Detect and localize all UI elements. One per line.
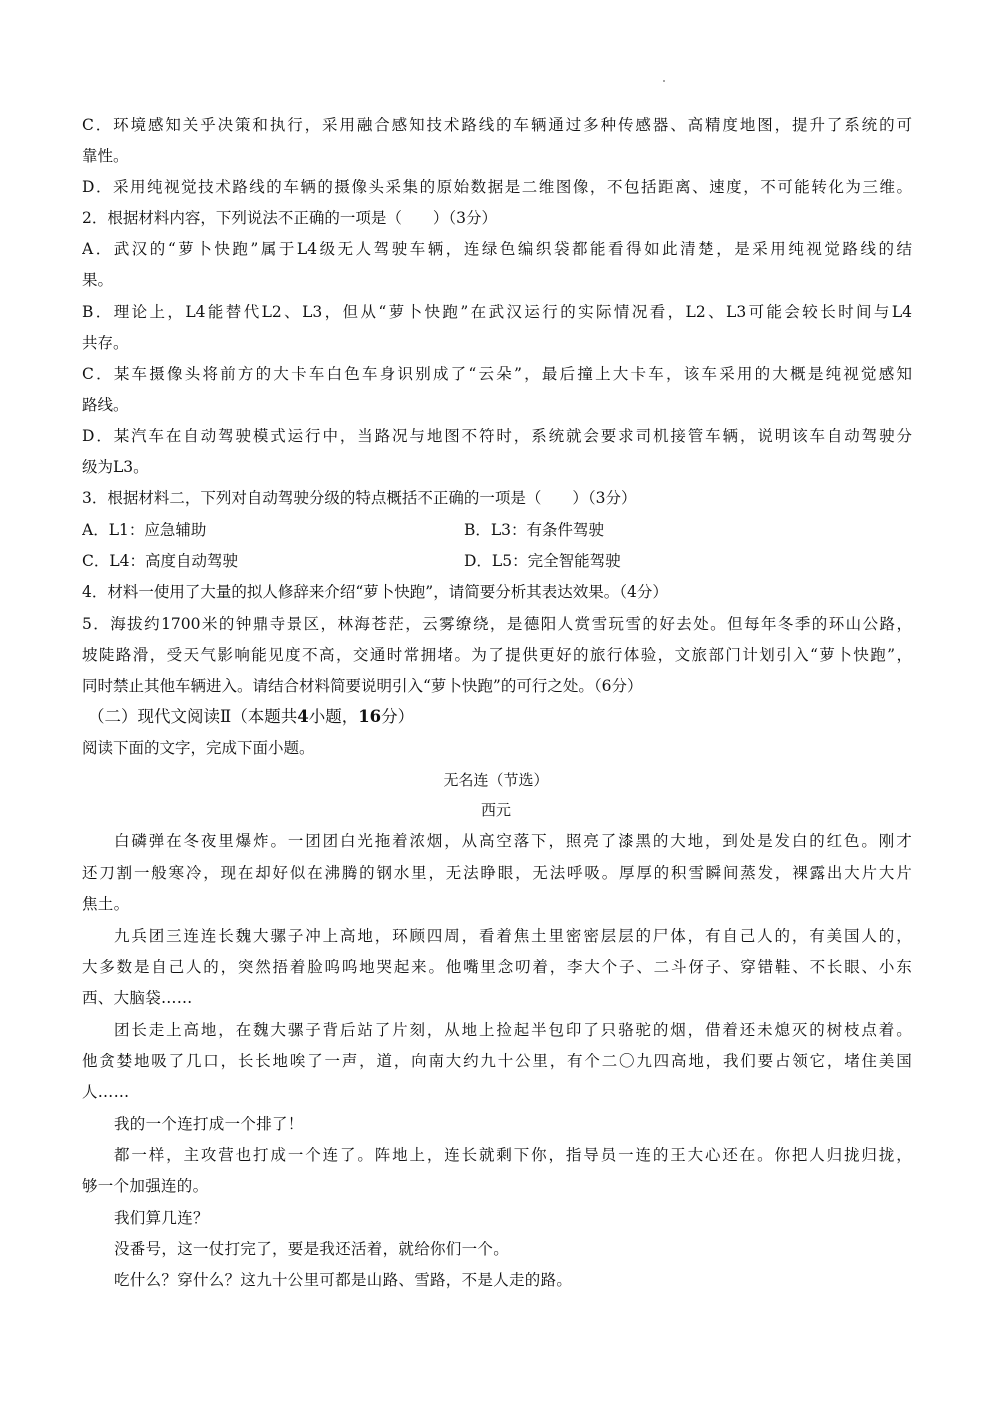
section-suffix: 分） [381,707,415,726]
story-p3-line1: 团长走上高地，在魏大骡子背后站了片刻，从地上捡起半包印了只骆驼的烟，借着还未熄灭的树枝点着。 [114,1021,912,1039]
story-p3-line2: 他贪婪地吸了几口，长长地唉了一声，道，向南大约九十公里，有个二〇九四高地，我们要占领它，堵住美国 [82,1052,912,1070]
q2-stem: 2．根据材料内容，下列说法不正确的一项是（ ）（3分） [82,209,497,227]
q1-option-d: D．采用纯视觉技术路线的车辆的摄像头采集的原始数据是二维图像，不包括距离、速度，不可能转化为三维。 [82,178,912,196]
q3-stem: 3．根据材料二，下列对自动驾驶分级的特点概括不正确的一项是（ ）（3分） [82,489,637,507]
story-p2-line1: 九兵团三连连长魏大骡子冲上高地，环顾四周，看着焦土里密密层层的尸体，有自己人的，有美国人的， [114,927,912,945]
q2-option-b-line1: B．理论上，L4能替代L2、L3，但从“萝卜快跑”在武汉运行的实际情况看，L2、L3可能会较长时间与L4 [82,303,912,321]
q4: 4．材料一使用了大量的拟人修辞来介绍“萝卜快跑”，请简要分析其表达效果。（4分） [82,583,668,601]
q3-option-b: B．L3：有条件驾驶 [464,521,605,539]
q2-option-d-line1: D．某汽车在自动驾驶模式运行中，当路况与地图不符时，系统就会要求司机接管车辆，说明该车自动驾驶分 [82,427,912,445]
q2-option-b-line2: 共存。 [82,334,129,352]
story-p2-line3: 西、大脑袋…… [82,989,193,1007]
story-p2-line2: 大多数是自己人的，突然捂着脸呜呜地哭起来。他嘴里念叨着，李大个子、二斗伢子、穿错鞋、不长眼、小东 [82,958,912,976]
section-prefix: （二）现代文阅读Ⅱ（本题共 [88,707,298,726]
story-title: 无名连（节选） [443,771,549,789]
q3-option-a: A．L1：应急辅助 [82,521,207,539]
q3-option-c: C．L4：高度自动驾驶 [82,552,239,570]
q2-option-a-line2: 果。 [82,271,114,289]
story-p5-line1: 都一样，主攻营也打成一个连了。阵地上，连长就剩下你，指导员一连的王大心还在。你把人归拢归拢， [114,1146,912,1164]
q1-option-c-line2: 靠性。 [82,147,129,165]
story-p1-line1: 白磷弹在冬夜里爆炸。一团团白光拖着浓烟，从高空落下，照亮了漆黑的大地，到处是发白的红色。刚才 [114,832,912,850]
q5-line1: 5．海拔约1700米的钟鼎寺景区，林海苍茫，云雾缭绕，是德阳人赏雪玩雪的好去处。但每年冬季的环山公路， [82,615,912,633]
q5-line3: 同时禁止其他车辆进入。请结合材料简要说明引入“萝卜快跑”的可行之处。（6分） [82,677,643,695]
section-score: 16 [358,707,382,726]
q2-option-d-line2: 级为L3。 [82,458,149,476]
story-p8: 吃什么？穿什么？这九十公里可都是山路、雪路，不是人走的路。 [114,1271,573,1289]
q2-option-a-line1: A．武汉的“萝卜快跑”属于L4级无人驾驶车辆，连绿色编织袋都能看得如此清楚，是采用纯视觉路线的结 [82,240,912,258]
story-p7: 没番号，这一仗打完了，要是我还活着，就给你们一个。 [114,1240,510,1258]
q2-option-c-line2: 路线。 [82,396,129,414]
reading-instruction: 阅读下面的文字，完成下面小题。 [82,739,315,757]
q5-line2: 坡陡路滑，受天气影响能见度不高，交通时常拥堵。为了提供更好的旅行体验，文旅部门计划引入“萝卜快跑”， [82,646,912,664]
q2-option-c-line1: C．某车摄像头将前方的大卡车白色车身识别成了“云朵”，最后撞上大卡车，该车采用的大概是纯视觉感知 [82,365,912,383]
q3-option-d: D．L5：完全智能驾驶 [464,552,621,570]
section-mid: 小题， [308,707,359,726]
story-p4: 我的一个连打成一个排了！ [114,1115,304,1133]
story-p5-line2: 够一个加强连的。 [82,1177,209,1195]
q1-option-c-line1: C．环境感知关乎决策和执行，采用融合感知技术路线的车辆通过多种传感器、高精度地图，提升了系统的可 [82,116,912,134]
section-count: 4 [297,707,309,726]
section-heading [88,707,918,727]
story-p3-line3: 人…… [82,1083,130,1101]
story-p6: 我们算几连？ [114,1209,209,1227]
story-p1-line2: 还刀割一般寒冷，现在却好似在沸腾的钢水里，无法睁眼，无法呼吸。厚厚的积雪瞬间蒸发，裸露出大片大片 [82,864,912,882]
story-author: 西元 [480,801,511,819]
story-p1-line3: 焦土。 [82,895,130,913]
scan-dot [663,80,665,82]
